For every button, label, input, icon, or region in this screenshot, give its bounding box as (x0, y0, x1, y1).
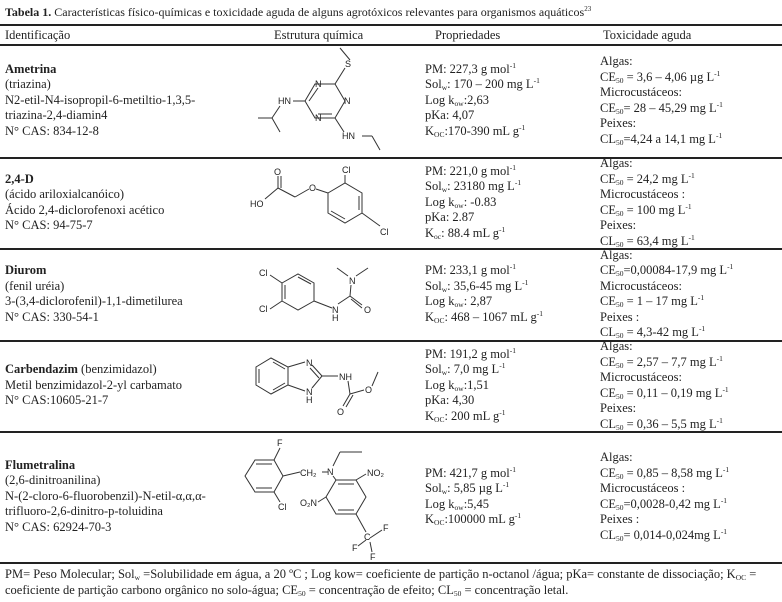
atom-label: N (315, 113, 322, 123)
compound-name: Ametrina (5, 61, 57, 76)
superscript: -1 (727, 262, 734, 271)
text-segment: = 0,85 – 8,58 mg L (623, 465, 723, 480)
text-segment: (ácido ariloxialcanóico) (5, 187, 125, 201)
text-segment: = 0,36 – 5,5 mg L (623, 416, 717, 431)
text-segment: =0,00084-17,9 mg L (623, 263, 728, 277)
text-segment: :100000 mL g (444, 512, 515, 526)
header-toxicidade: Toxicidade aguda (603, 28, 692, 42)
text-segment: Sol (425, 278, 442, 293)
superscript: -1 (499, 224, 506, 234)
compound-name: Flumetralina (5, 457, 76, 472)
text-segment: Algas: (600, 156, 633, 170)
text-segment: = 28 – 45,29 mg L (623, 100, 717, 115)
superscript: -1 (714, 68, 721, 78)
subscript: w (441, 83, 448, 93)
structure-ametrina (258, 48, 380, 150)
text-segment: K (425, 123, 435, 138)
text-segment: = coeficiente de partição carbono orgânico no solo-água; CE (5, 567, 757, 597)
text-segment: Peixes: (600, 218, 637, 232)
superscript: -1 (509, 262, 516, 271)
subscript: 50 (615, 208, 624, 218)
text-segment: Microcustáceos : (600, 481, 686, 495)
text-segment: K (425, 309, 435, 324)
text-segment: Peixes : (600, 512, 640, 526)
atom-label: HN (342, 131, 355, 141)
subscript: 50 (615, 106, 624, 116)
superscript: -1 (688, 232, 695, 242)
subscript: 50 (615, 300, 624, 309)
subscript: w (441, 185, 448, 195)
subscript: 50 (615, 269, 624, 278)
text-segment: Sol (425, 362, 442, 377)
text-segment: K (425, 225, 435, 240)
text-segment: CE (600, 354, 616, 369)
superscript: -1 (698, 324, 706, 333)
subscript: w (441, 284, 448, 294)
atom-label: F (370, 552, 376, 562)
text-segment: Log k (425, 194, 455, 209)
subscript: ow (454, 300, 464, 309)
superscript: -1 (720, 495, 728, 505)
atom-label: Cl (342, 165, 351, 175)
text-segment: CE (600, 69, 616, 84)
text-segment: (benzimidazol) (77, 362, 157, 377)
subscript: 50 (615, 360, 624, 370)
text-segment: = 24,2 mg L (623, 171, 689, 186)
subscript: 50 (615, 391, 624, 401)
caption-reference: 23 (584, 5, 592, 13)
text-segment: CL (600, 233, 616, 248)
text-segment: PM: 233,1 g mol (425, 263, 510, 277)
atom-label: O (365, 385, 373, 395)
subscript: 50 (615, 137, 624, 147)
atom-label: HO (250, 199, 264, 209)
text-segment: Microcustáceos: (600, 370, 682, 384)
text-segment: Peixes: (600, 116, 637, 130)
atom-label: Cl (259, 268, 268, 278)
superscript: -1 (685, 201, 692, 211)
text-segment: : 5,85 µg L (447, 481, 503, 495)
atom-label: Cl (259, 304, 268, 314)
text-segment: = concentração de efeito; CL (305, 583, 454, 597)
superscript: -1 (720, 526, 728, 536)
text-segment: (fenil uréia) (5, 278, 65, 293)
text-segment: = 3,6 – 4,06 µg L (623, 69, 715, 84)
atom-label: F (277, 438, 283, 448)
superscript: -1 (716, 415, 723, 425)
text-segment: PM: 421,7 g mol (425, 465, 510, 480)
text-segment: Log k (425, 496, 455, 511)
text-segment: 3-(3,4-diclorofenil)-1,1-dimetilurea (5, 294, 183, 308)
text-segment: : -0.83 (463, 194, 497, 209)
subscript: w (441, 368, 448, 378)
text-segment: =Solubilidade em água, a 20 ºC ; Log kow= coeficiente de partição n-octanol /água; pKa= constante de dissociação; K (140, 567, 736, 581)
subscript: OC (434, 315, 445, 325)
text-segment: Log k (425, 294, 455, 308)
text-segment: =0,0028-0,42 mg L (623, 496, 721, 511)
superscript: -1 (499, 361, 506, 371)
atom-label: O (309, 183, 317, 193)
text-segment: = 2,57 – 7,7 mg L (623, 354, 717, 369)
text-segment: Sol (425, 481, 442, 495)
superscript: -1 (716, 99, 723, 109)
text-segment: Algas: (600, 54, 633, 68)
text-segment: :2,63 (463, 92, 490, 107)
subscript: 50 (298, 589, 306, 598)
text-segment: PM: 221,0 g mol (425, 163, 510, 178)
text-segment: pKa: 4,30 (425, 393, 475, 408)
superscript: -1 (716, 353, 723, 363)
text-segment: N-(2-cloro-6-fluorobenzil)-N-etil-α,α,α- (5, 488, 206, 503)
subscript: ow (454, 383, 464, 393)
compound-name: Diurom (5, 263, 47, 277)
text-segment: : 468 – 1067 mL g (444, 309, 537, 324)
text-segment: triazina-2,4-diamin4 (5, 108, 108, 123)
text-segment: CE (600, 294, 616, 308)
text-segment: Sol (425, 77, 442, 92)
text-segment: Microcustáceos: (600, 278, 682, 293)
subscript: 50 (615, 422, 624, 432)
atom-label: N (327, 467, 334, 477)
text-segment: Sol (425, 179, 442, 194)
structure-diurom (259, 268, 371, 323)
subscript: 50 (453, 589, 462, 598)
text-segment: : 7,0 mg L (447, 362, 500, 377)
text-segment: N° CAS: 94-75-7 (5, 218, 93, 232)
subscript: 50 (615, 533, 624, 543)
atom-label: N (344, 96, 351, 106)
subscript: 50 (615, 239, 624, 249)
text-segment: N° CAS: 834-12-8 (5, 123, 99, 138)
text-segment: = 100 mg L (623, 202, 686, 217)
superscript: -1 (715, 130, 723, 140)
text-segment: N° CAS:10605-21-7 (5, 393, 109, 408)
atom-label: N (306, 387, 313, 397)
atom-label: O (364, 305, 372, 315)
text-segment: N° CAS: 330-54-1 (5, 309, 99, 324)
text-segment: :1,51 (463, 377, 490, 392)
subscript: 50 (615, 471, 624, 481)
text-segment: = 63,4 mg L (623, 233, 689, 248)
subscript: OC (434, 518, 445, 527)
text-segment: : 35,6-45 mg L (447, 278, 523, 293)
atom-label: NO₂ (367, 468, 384, 478)
superscript: -1 (514, 511, 522, 520)
superscript: -1 (509, 162, 516, 172)
text-segment: CL (600, 325, 616, 339)
atom-label: F (383, 523, 389, 533)
text-segment: Algas: (600, 247, 633, 262)
superscript: -1 (688, 170, 695, 180)
structure-2-4-d (250, 165, 389, 237)
subscript: w (441, 487, 448, 496)
text-segment: CL (600, 416, 616, 431)
text-segment: CL (600, 527, 616, 542)
superscript: -1 (518, 122, 526, 132)
structure-flumetralina (245, 438, 389, 562)
text-segment: =4,24 a 14,1 mg L (623, 131, 716, 146)
atom-label: H (306, 395, 313, 405)
atom-label: N (349, 276, 356, 286)
text-segment: = 0,11 – 0,19 mg L (623, 385, 723, 400)
text-segment: PM: 191,2 g mol (425, 346, 510, 361)
text-segment: Log k (425, 377, 455, 392)
subscript: OC (735, 573, 747, 582)
atom-label: Cl (278, 502, 287, 512)
table-footnote (5, 566, 780, 598)
text-segment: PM= Peso Molecular; Sol (5, 567, 135, 581)
superscript: -1 (514, 178, 522, 188)
text-segment: : 2,87 (463, 294, 493, 308)
header-propriedades: Propriedades (435, 28, 501, 42)
subscript: 50 (615, 75, 624, 85)
text-segment: Log k (425, 92, 455, 107)
superscript: -1 (536, 308, 543, 318)
text-segment: = 1 – 17 mg L (623, 294, 698, 308)
text-segment: K (425, 512, 435, 526)
atom-label: HN (278, 96, 291, 106)
text-segment: (triazina) (5, 77, 51, 92)
caption-text: Características físico-químicas e toxicidade aguda de alguns agrotóxicos relevantes para organismos aquáticos (51, 5, 585, 19)
text-segment: Microcustáceos: (600, 85, 682, 99)
text-segment: = concentração letal. (461, 583, 569, 597)
text-segment: : 88.4 mL g (441, 225, 499, 240)
text-segment: : 200 mL g (444, 408, 500, 423)
text-segment: Algas: (600, 450, 633, 464)
text-segment: pKa: 2.87 (425, 210, 475, 225)
structure-carbendazim (256, 358, 378, 417)
text-segment: CE (600, 263, 616, 277)
atom-label: Cl (380, 227, 389, 237)
text-segment: CE (600, 171, 616, 186)
text-segment: (2,6-dinitroanilina) (5, 473, 101, 488)
superscript: -1 (499, 407, 506, 417)
superscript: -1 (509, 464, 516, 474)
text-segment: K (425, 408, 435, 423)
atom-label: N (306, 358, 313, 368)
superscript: -1 (502, 480, 510, 489)
text-segment: CE (600, 385, 616, 400)
atom-label: NH (339, 372, 352, 382)
text-segment: N2-etil-N4-isopropil-6-metiltio-1,3,5- (5, 92, 196, 107)
text-segment: trifluoro-2,6-dinitro-p-toluidina (5, 504, 163, 519)
superscript: -1 (697, 293, 705, 302)
atom-label: N (315, 79, 322, 89)
caption-label: Tabela 1. (5, 5, 52, 19)
text-segment: :5,45 (463, 496, 490, 511)
text-segment: CE (600, 202, 616, 217)
superscript: -1 (722, 464, 730, 474)
text-segment: Peixes : (600, 309, 640, 324)
text-segment: CL (600, 131, 616, 146)
header-identificacao: Identificação (5, 28, 71, 42)
superscript: -1 (509, 60, 516, 70)
atom-label: O (274, 167, 282, 177)
subscript: OC (434, 414, 445, 424)
text-segment: CE (600, 465, 616, 480)
text-segment: PM: 227,3 g mol (425, 61, 510, 76)
text-segment: = 0,014-0,024mg L (623, 527, 721, 542)
text-segment: : 23180 mg L (447, 179, 515, 194)
subscript: 50 (615, 177, 624, 187)
subscript: ow (454, 200, 464, 210)
atom-label: F (352, 543, 358, 553)
subscript: w (134, 573, 141, 582)
subscript: 50 (615, 502, 624, 512)
text-segment: CE (600, 100, 616, 115)
superscript: -1 (722, 384, 729, 394)
subscript: ow (454, 98, 464, 108)
text-segment: Metil benzimidazol-2-yl carbamato (5, 377, 183, 392)
atom-label: S (345, 59, 352, 69)
atom-label: C (364, 532, 371, 542)
subscript: OC (434, 129, 445, 139)
text-segment: Ácido 2,4-diclorofenoxi acético (5, 202, 165, 217)
text-segment: :170-390 mL g (444, 123, 519, 138)
subscript: 50 (615, 331, 624, 340)
superscript: -1 (522, 277, 529, 287)
atom-label: CH₂ (300, 468, 317, 478)
atom-label: O₂N (300, 498, 317, 508)
text-segment: CE (600, 496, 616, 511)
text-segment: : 170 – 200 mg L (447, 77, 534, 92)
compound-name: Carbendazim (5, 362, 78, 377)
atom-label: O (337, 407, 345, 417)
text-segment: N° CAS: 62924-70-3 (5, 519, 112, 534)
subscript: ow (454, 502, 464, 512)
compound-name: 2,4-D (5, 171, 34, 186)
text-segment: Algas: (600, 339, 633, 353)
atom-label: N (332, 305, 339, 315)
superscript: -1 (509, 345, 516, 355)
header-estrutura: Estrutura química (274, 28, 364, 42)
text-segment: Peixes: (600, 401, 637, 415)
footnote-text (5, 567, 756, 597)
subscript: oc (434, 231, 442, 241)
text-segment: Microcustáceos : (600, 187, 686, 201)
text-segment: = 4,3-42 mg L (623, 325, 699, 339)
text-segment: pKa: 4,07 (425, 108, 475, 123)
atom-label: H (332, 313, 339, 323)
superscript: -1 (533, 76, 540, 86)
